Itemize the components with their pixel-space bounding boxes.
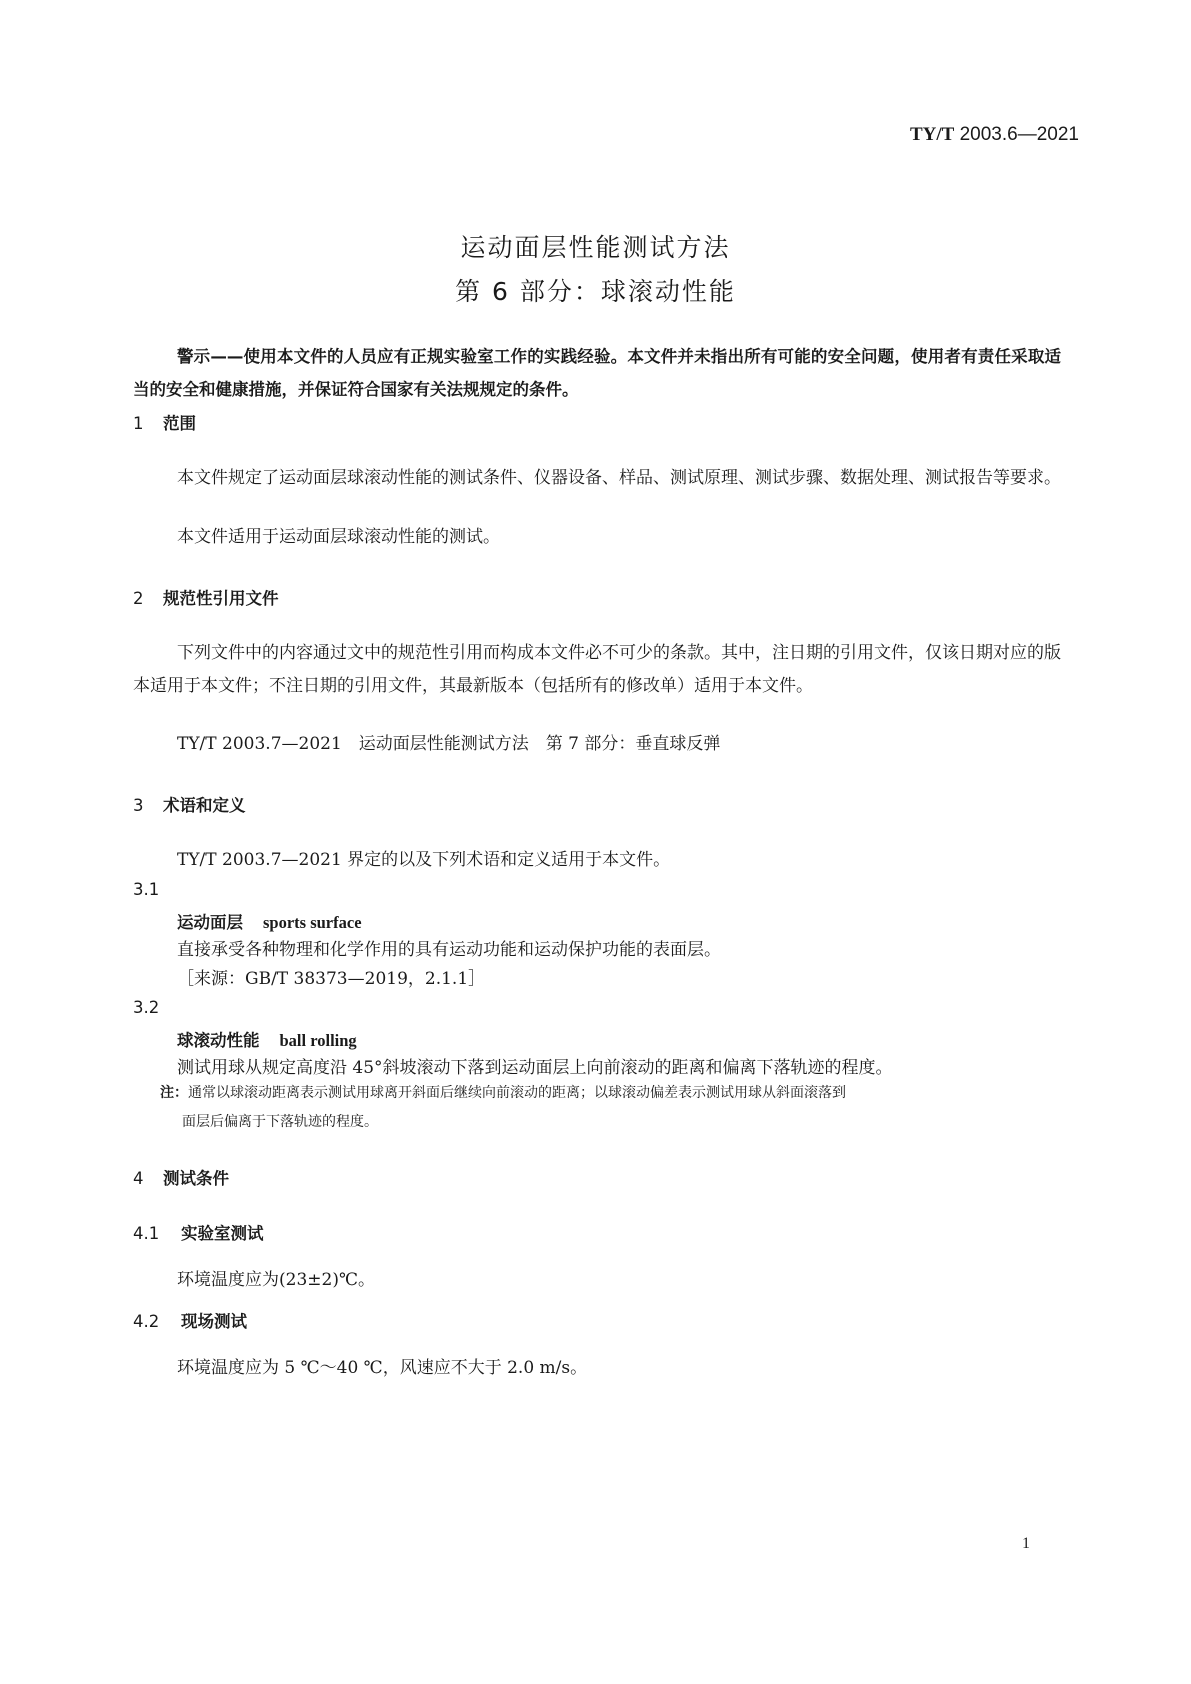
note-text-line-2: 面层后偏离于下落轨迹的程度。	[182, 1114, 378, 1130]
section-heading-terms	[133, 792, 246, 816]
term-title	[177, 1027, 1061, 1051]
scope-paragraph-1: 本文件规定了运动面层球滚动性能的测试条件、仪器设备、样品、测试原理、测试步骤、数据处理、测试报告等要求。	[177, 468, 1061, 488]
subsection-heading-laboratory	[133, 1220, 264, 1244]
term-number: 3.1	[133, 880, 160, 899]
note-text-line-1: 通常以球滚动距离表示测试用球离开斜面后继续向前滚动的距离；以球滚动偏差表示测试用球从斜面滚落到	[188, 1085, 846, 1101]
section-number: 3	[133, 796, 144, 815]
term-definition: 直接承受各种物理和化学作用的具有运动功能和运动保护功能的表面层。	[177, 940, 721, 960]
references-paragraph: 下列文件中的内容通过文中的规范性引用而构成本文件必不可少的条款。其中，注日期的引用文件，仅该日期对应的版本适用于本文件；不注日期的引用文件，其最新版本（包括所有的修改单）适用于本文件。	[133, 643, 1061, 696]
term-note	[160, 1079, 1044, 1137]
term-definition: 测试用球从规定高度沿 45°斜坡滚动下落到运动面层上向前滚动的距离和偏离下落轨迹的程度。	[177, 1058, 893, 1078]
section-title: 规范性引用文件	[163, 589, 279, 608]
warning-paragraph: 警示——使用本文件的人员应有正规实验室工作的实践经验。本文件并未指出所有可能的安全问题，使用者有责任采取适当的安全和健康措施，并保证符合国家有关法规规定的条件。	[133, 347, 1061, 399]
reference-item: TY/T 2003.7—2021 运动面层性能测试方法 第 7 部分：垂直球反弹	[177, 734, 721, 754]
section-number: 1	[133, 414, 144, 433]
term-zh: 运动面层	[177, 913, 243, 932]
term-en: ball rolling	[279, 1031, 357, 1050]
subsection-heading-field	[133, 1308, 247, 1332]
field-condition: 环境温度应为 5 ℃～40 ℃，风速应不大于 2.0 m/s。	[177, 1358, 588, 1378]
code-number: 2003.6—2021	[959, 124, 1079, 145]
page-number: 1	[1022, 1535, 1030, 1552]
section-title: 测试条件	[163, 1169, 229, 1188]
section-heading-test-conditions	[133, 1165, 229, 1189]
subsection-number: 4.2	[133, 1312, 160, 1331]
section-number: 2	[133, 589, 144, 608]
section-heading-scope	[133, 410, 196, 434]
term-title	[177, 909, 1061, 933]
term-source: ［来源：GB/T 38373—2019，2.1.1］	[177, 969, 486, 989]
term-en: sports surface	[263, 913, 362, 932]
subsection-title: 现场测试	[181, 1312, 247, 1331]
term-number: 3.2	[133, 998, 160, 1017]
scope-paragraph-2: 本文件适用于运动面层球滚动性能的测试。	[177, 527, 500, 547]
terms-intro: TY/T 2003.7—2021 界定的以及下列术语和定义适用于本文件。	[177, 850, 671, 870]
document-code	[910, 124, 1079, 146]
document-title: 运动面层性能测试方法	[460, 233, 731, 262]
subsection-number: 4.1	[133, 1224, 160, 1243]
document-subtitle: 第 6 部分：球滚动性能	[455, 277, 736, 306]
section-title: 范围	[163, 414, 196, 433]
term-zh: 球滚动性能	[177, 1031, 260, 1050]
note-label: 注：	[160, 1085, 188, 1101]
section-title: 术语和定义	[163, 796, 246, 815]
subsection-title: 实验室测试	[181, 1224, 264, 1243]
section-number: 4	[133, 1169, 144, 1188]
section-heading-normative-references	[133, 585, 279, 609]
code-prefix: TY/T	[909, 124, 955, 145]
laboratory-condition: 环境温度应为(23±2)℃。	[177, 1270, 375, 1290]
